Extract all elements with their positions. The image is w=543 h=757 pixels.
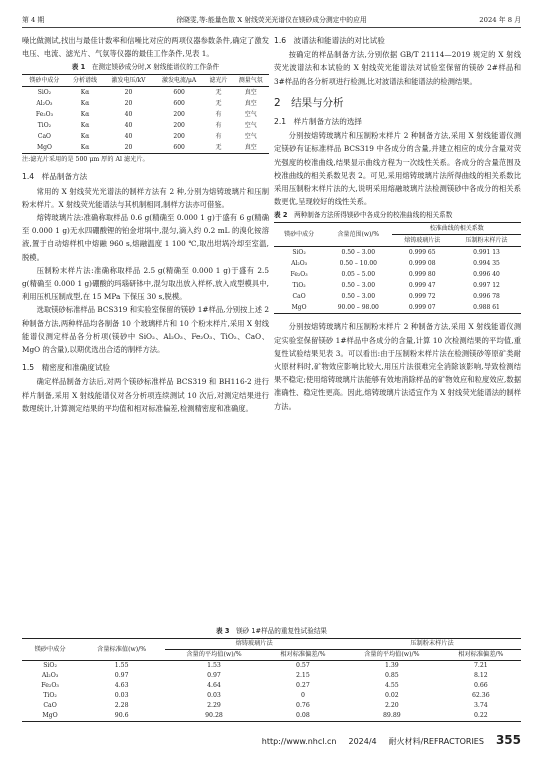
table-row (22, 142, 269, 154)
table-cell: 0.03 (207, 692, 221, 699)
table-cell: TiO₂ (292, 282, 306, 290)
table-cell: 4.63 (114, 682, 129, 689)
table-cell: 0.991 13 (473, 249, 500, 257)
table3-block (22, 624, 521, 722)
table-row (22, 671, 521, 681)
table-cell: 3.74 (473, 702, 488, 709)
section-heading-1-5: 1.5 精密度和准确度试验 (22, 363, 111, 373)
table-cell: 0.999 65 (408, 249, 436, 257)
table-cell: 0.988 61 (452, 302, 521, 314)
header-issue: 第 4 期 (22, 16, 45, 24)
table-cell: CaO (37, 133, 51, 141)
table-cell: 无 (215, 100, 222, 108)
table-header: 滤光片 (205, 75, 233, 87)
section-heading-1-4: 1.4 样品制备方法 (22, 172, 88, 182)
left-column (22, 34, 269, 415)
table-cell: 真空 (244, 100, 257, 108)
table-cell: 200 (173, 133, 185, 141)
table-header: 熔铸玻璃片法 (165, 639, 343, 650)
table-cell: 0.999 08 (408, 260, 436, 268)
table-header: 镁砂中成分 (22, 639, 78, 661)
table-cell: Fe₂O₃ (41, 682, 59, 689)
table-header: 激发电压/kV (103, 75, 153, 87)
table-cell: 无 (215, 89, 222, 97)
table1 (22, 74, 269, 154)
table-row (22, 87, 269, 99)
table-row (22, 109, 269, 120)
table-cell: 2.28 (114, 702, 129, 709)
table-header: 含量标准值(w)/% (78, 639, 165, 661)
page-footer (262, 733, 521, 747)
table-row (274, 280, 521, 291)
table-header: 熔铸玻璃片法 (392, 235, 452, 247)
table-row (274, 302, 521, 314)
table-cell: 0.997 12 (473, 282, 500, 290)
table-cell: 有 (215, 111, 222, 119)
table-row (22, 691, 521, 701)
table-cell: Fe₂O₃ (35, 111, 53, 119)
table-header: 含量范围(w)/% (324, 223, 392, 247)
table-row (22, 131, 269, 142)
table-cell: 0.97 (114, 672, 129, 679)
table-cell: Kα (67, 142, 103, 154)
table-cell: SiO₂ (43, 662, 57, 669)
table-cell: 40 (124, 133, 133, 141)
table-row (274, 291, 521, 302)
table-cell: 0.85 (384, 672, 399, 679)
footer-url[interactable]: http://www.nhcl.cn (261, 737, 337, 746)
header-date: 2024 年 8 月 (479, 16, 521, 24)
table-cell: CaO (43, 702, 57, 709)
table-cell: 0.02 (384, 692, 399, 699)
table-row (274, 247, 521, 259)
table-header: 含量的平均值(w)/% (343, 650, 441, 661)
table-cell: Al₂O₃ (36, 100, 53, 108)
table-cell: Al₂O₃ (41, 672, 59, 679)
paragraph: 分别按熔铸玻璃片和压制粉末样片 2 种制备方法,采用 X 射线能谱仪测定镁砂有证标准样品 BCS319 中各成分的含量,并建立相应的成分含量对荧光强度的校准曲线,结果显示曲线方程为一次线性关系。各成分的含量范围及校准曲线的相关系数见表 2。可见,采用熔铸玻璃片法所得曲线的相关系数比采用压制粉末样片法的大,说明采用熔融玻璃片法检测镁砂中各成分的相关系数更优,呈现较好的线性关系。 (274, 131, 521, 207)
paragraph: 熔铸玻璃片法:准确称取样品 0.6 g(精确至 0.000 1 g)于盛有 6 g(精确至 0.000 1 g)无水四硼酸锂的铂金坩埚中,混匀,滴入约 0.2 mL 的溴化铵溶液,置于自动熔样机中熔融 960 s,熔融温度 1 100 ℃,取出坩埚冷却至室温,脱模。 (22, 213, 269, 262)
table-cell: 7.21 (473, 662, 488, 669)
footer-issue: 2024/4 (348, 737, 377, 746)
table-cell: 200 (173, 122, 185, 130)
section-heading-2-1: 2.1 样片制备方法的选择 (274, 117, 363, 127)
table-cell: 空气 (244, 122, 257, 130)
table-header: 含量的平均值(w)/% (165, 650, 263, 661)
table-cell: 0 (300, 692, 305, 699)
table-cell: 无 (205, 142, 233, 154)
table-cell: 真空 (244, 89, 257, 97)
table-cell: SiO₂ (292, 249, 306, 257)
table-cell: 1.55 (114, 662, 129, 669)
table-cell: 1.53 (207, 662, 221, 669)
paragraph: 分别按熔铸玻璃片和压制粉末样片 2 种制备方法,采用 X 射线能谱仪测定实验室保留镁砂 1#样品中各成分的含量,计算 10 次检测结果的平均值,重复性试验结果见表 3。可以看出:由于压制粉末样片法在检测镁砂等原矿类耐火原材料时,矿物效应影响比较大,用压片法很难完全消除该影响,导致检测结果不稳定;使用熔铸玻璃片法能够有效地消除样品的矿物效应和粒度效应,数据准确性、稳定性更高。因此,熔铸玻璃片法适宜作为 X 射线荧光能谱法的制样方法。 (274, 322, 521, 411)
table-cell: 600 (173, 89, 185, 97)
paragraph: 压制粉末样片法:准确称取样品 2.5 g(精确至 0.000 1 g)于盛有 2.5 g(精确至 0.000 1 g)硼酸的玛瑙研钵中,混匀取出放入样杯,放入成型模具中,利用压机压制成型,在 15 MPa 下保压 30 s,脱模。 (22, 265, 269, 302)
table-cell: 0.50 – 3.00 (341, 293, 376, 301)
table-cell: 0.994 35 (473, 260, 500, 268)
table1-note: 注:滤光片采用的是 500 μm 厚的 Al 滤光片。 (22, 156, 149, 164)
table-cell: 20 (103, 142, 153, 154)
table-cell: SiO₂ (37, 89, 52, 97)
table-cell: TiO₂ (43, 692, 57, 699)
table-cell: 0.05 – 5.00 (341, 271, 376, 279)
table3 (22, 638, 521, 722)
table-cell: 0.08 (263, 711, 343, 722)
table-row (22, 98, 269, 109)
table-cell: 20 (124, 100, 133, 108)
table-header: 激发电流/μA (154, 75, 205, 87)
table-cell: 0.22 (441, 711, 521, 722)
table-header: 校准曲线的相关系数 (392, 223, 521, 235)
right-column (274, 34, 521, 413)
table-cell: 8.12 (473, 672, 488, 679)
table-row (22, 120, 269, 131)
table-cell: 0.03 (114, 692, 129, 699)
table-cell: 20 (124, 89, 133, 97)
table-header: 压制粉末样片法 (452, 235, 521, 247)
table-cell: 空气 (244, 133, 257, 141)
table-cell: 0.50 – 10.00 (339, 260, 377, 268)
table-cell: 0.999 07 (392, 302, 452, 314)
table-cell: MgO (22, 711, 78, 722)
table-cell: 0.999 80 (408, 271, 436, 279)
table-row (22, 701, 521, 711)
table-cell: 200 (173, 111, 185, 119)
table-cell: 0.50 – 3.00 (341, 249, 376, 257)
table-cell: 0.996 78 (473, 293, 500, 301)
paragraph: 按确定的样品制备方法,分别依据 GB/T 21114—2019 规定的 X 射线荧光波谱法和本试验的 X 射线荧光能谱法对试验室保留的镁砂 2#样品和 3#样品的各分析项进行检测,比对波谱法和能谱法的检测结果。 (274, 50, 521, 86)
table-row (22, 661, 521, 672)
table-cell: 40 (124, 111, 133, 119)
table-header: 压制粉末样片法 (343, 639, 521, 650)
table-cell: 2.15 (296, 672, 310, 679)
table-cell: 0.999 47 (408, 282, 436, 290)
running-header (22, 12, 521, 24)
table-cell: Al₂O₃ (291, 260, 308, 268)
table-cell: 2.20 (384, 702, 399, 709)
table-cell: 0.57 (296, 662, 310, 669)
table-cell: Kα (80, 89, 90, 97)
table-cell: 0.50 – 3.00 (341, 282, 376, 290)
table-cell: 有 (215, 122, 222, 130)
table-row (22, 711, 521, 722)
section-heading-1-6: 1.6 波谱法和能谱法的对比试验 (274, 36, 385, 45)
table-cell: 0.27 (296, 682, 310, 689)
page-number: 355 (495, 733, 521, 747)
paragraph: 噪比做测试,找出与最佳计数率和信噪比对应的两项仪器参数条件,确定了激发电压、电流、滤光片、气氛等仪器的最佳工作条件,见表 1。 (22, 36, 269, 59)
table-cell: 90.00 – 98.00 (324, 302, 392, 314)
table-header: 分析谱线 (67, 75, 103, 87)
table-cell: 0.996 40 (473, 271, 500, 279)
table-cell: 有 (215, 133, 222, 141)
table-row (274, 258, 521, 269)
table-cell: TiO₂ (37, 122, 52, 130)
table-cell: 4.64 (207, 682, 221, 689)
table-cell: 600 (173, 100, 185, 108)
table-header: 镁砂中成分 (22, 75, 67, 87)
table2-caption: 表 2 两种制备方法所得镁砂中各成分的校准曲线的相关系数 (274, 211, 453, 220)
table-cell: 空气 (244, 111, 257, 119)
table-cell: Kα (80, 100, 90, 108)
table-cell: 1.39 (384, 662, 399, 669)
table-cell: Kα (80, 133, 90, 141)
table-cell: 0.66 (473, 682, 488, 689)
table-cell: MgO (274, 302, 324, 314)
header-rule (22, 27, 521, 28)
table-cell: 600 (154, 142, 205, 154)
table-cell: CaO (292, 293, 306, 301)
table-cell: Kα (80, 122, 90, 130)
table-cell: 40 (124, 122, 133, 130)
table-row (274, 269, 521, 280)
table-cell: 0.76 (296, 702, 310, 709)
table-cell: 0.97 (207, 672, 221, 679)
table-cell: 89.89 (343, 711, 441, 722)
paragraph: 确定样品制备方法后,对两个镁砂标准样品 BCS319 和 BH116-2 进行样片制备,采用 X 射线能谱仪对各分析项连续测试 10 次后,对测定结果进行数理统计,计算测定结果的平均值和相对标准偏差,检测精密度和准确度。 (22, 377, 269, 413)
table2 (274, 222, 521, 314)
table-cell: MgO (22, 142, 67, 154)
table-header: 镁砂中成分 (274, 223, 324, 247)
table-cell: Kα (80, 111, 90, 119)
table-header: 相对标准偏差/% (441, 650, 521, 661)
section-heading-2: 2 结果与分析 (274, 96, 344, 109)
table-cell: 90.6 (78, 711, 165, 722)
table-cell: 62.36 (471, 692, 490, 699)
table-cell: 4.55 (384, 682, 399, 689)
table-cell: 2.29 (207, 702, 221, 709)
table-header: 测量气氛 (233, 75, 269, 87)
table3-caption: 表 3 镁砂 1#样品的重复性试验结果 (215, 627, 328, 635)
table-cell: 0.999 72 (408, 293, 436, 301)
table-row (22, 681, 521, 691)
table-cell: 真空 (233, 142, 269, 154)
table1-caption: 表 1 在测定镁砂成分时,X 射线能谱仪的工作条件 (71, 63, 220, 72)
paragraph: 常用的 X 射线荧光光谱法的制样方法有 2 种,分别为熔铸玻璃片和压制粉末样片。X 射线荧光能谱法与其机制相同,制样方法亦可借鉴。 (22, 186, 269, 209)
header-title: 徐晓雯,等:能量色散 X 射线荧光光谱仪在镁砂成分测定中的应用 (176, 16, 367, 24)
table-cell: Fe₂O₃ (290, 271, 308, 279)
table-header: 相对标准偏差/% (263, 650, 343, 661)
table-cell: 90.28 (165, 711, 263, 722)
paragraph: 选取镁砂标准样品 BCS319 和实验室保留的镁砂 1#样品,分别按上述 2 种制备方法,两种样品均各制备 10 个玻璃样片和 10 个粉末样片,采用 X 射线能谱仪测定样品各分析项(镁砂中 SiO₂、Al₂O₃、Fe₂O₃、TiO₂、CaO、MgO 的含量),以期优选出合适的制样方法。 (22, 305, 269, 355)
footer-journal: 耐火材料/REFRACTORIES (388, 737, 484, 746)
